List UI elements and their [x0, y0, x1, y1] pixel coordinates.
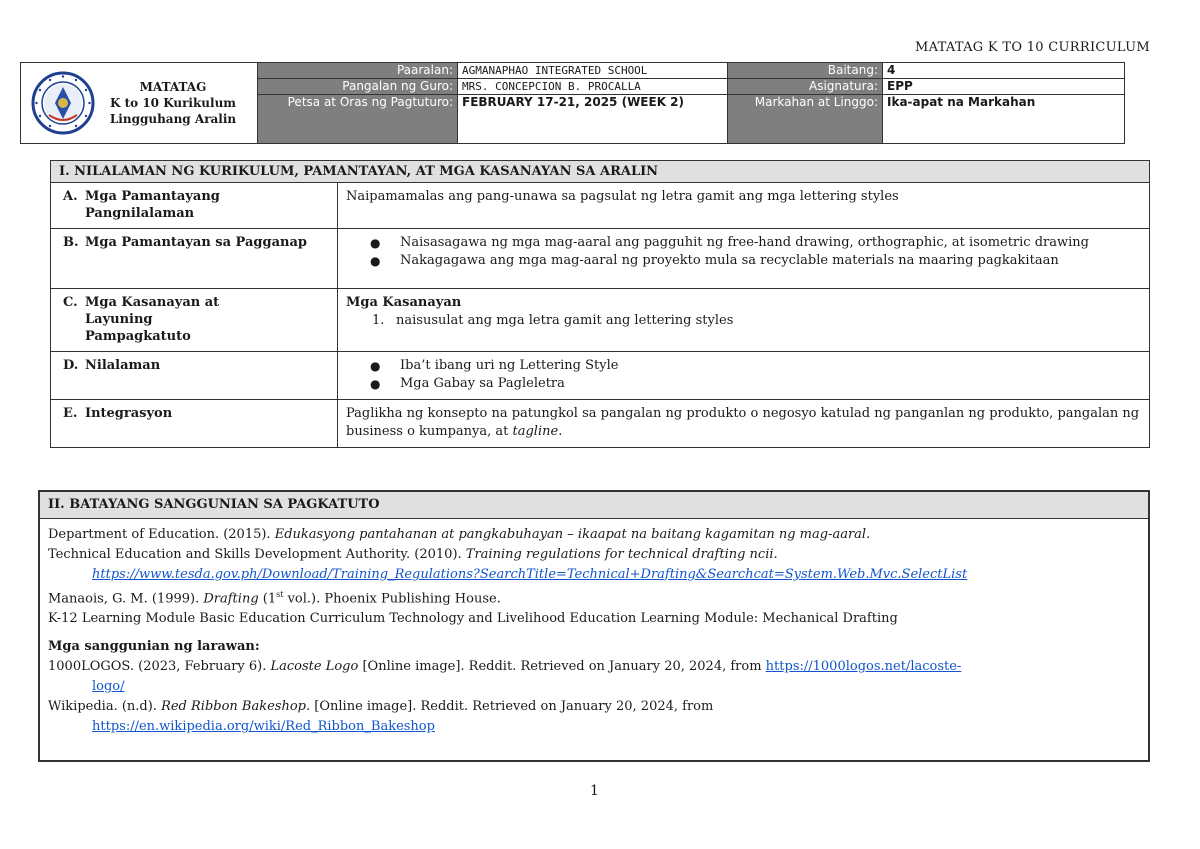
list-item: ● Naisasagawa ng mga mag-aaral ang pagguhit ng free-hand drawing, orthographic, at isometric drawing — [338, 234, 1141, 252]
reference-2: Technical Education and Skills Development Authority. (2010). Training regulations for technical drafting ncii. — [48, 547, 778, 562]
header-branding — [21, 63, 257, 143]
bullet-icon: ● — [370, 236, 381, 250]
petsa-value: FEBRUARY 17-21, 2025 (WEEK 2) — [458, 95, 728, 143]
guro-label: Pangalan ng Guro: — [258, 79, 458, 95]
curriculum-label: MATATAG K TO 10 CURRICULUM — [915, 40, 1150, 55]
image-reference-1-cont — [48, 677, 1140, 697]
table-row — [51, 352, 1150, 400]
guro-value: MRS. CONCEPCION B. PROCALLA — [458, 79, 728, 95]
reference-4: K-12 Learning Module Basic Education Curriculum Technology and Livelihood Education Learning Module: Mechanical Drafting — [48, 611, 898, 627]
row-d-label: Nilalaman — [85, 358, 161, 373]
tesda-link[interactable]: https://www.tesda.gov.ph/Download/Training_Regulations?SearchTitle=Technical+Drafting&Searchcat=System.Web.Mvc.SelectList — [92, 567, 968, 582]
row-b-label: Mga Pamantayan sa Pagganap — [85, 235, 307, 250]
paaralan-value: AGMANAPHAO INTEGRATED SCHOOL — [458, 63, 728, 79]
wikipedia-link[interactable]: https://en.wikipedia.org/wiki/Red_Ribbon_Bakeshop — [92, 719, 435, 735]
row-a-letter: A. — [63, 189, 78, 204]
bullet-icon: ● — [370, 254, 381, 268]
row-c-letter: C. — [63, 295, 78, 310]
reference-1: Department of Education. (2015). Edukasyong pantahanan at pangkabuhayan – ikaapat na baitang kagamitan ng mag-aaral. — [48, 527, 871, 542]
asignatura-label: Asignatura: — [728, 79, 883, 95]
lacoste-link-cont[interactable]: logo/ — [92, 679, 125, 695]
baitang-label: Baitang: — [728, 63, 883, 79]
row-d-value — [338, 352, 1150, 400]
table-row — [51, 400, 1150, 448]
list-item — [346, 312, 1141, 330]
image-reference-2: Wikipedia. (n.d). Red Ribbon Bakeshop. [Online image]. Reddit. Retrieved on January 20, 2024, from — [48, 699, 714, 715]
markahan-label: Markahan at Linggo: — [728, 95, 883, 143]
row-a-label-cell — [51, 183, 338, 229]
section2-title: II. BATAYANG SANGGUNIAN SA PAGKATUTO — [40, 492, 1148, 519]
lacoste-link[interactable]: https://1000logos.net/lacoste- — [765, 659, 962, 675]
reference-2-link-line — [48, 565, 1140, 585]
page-number: 1 — [590, 783, 599, 799]
row-e-label: Integrasyon — [85, 406, 173, 421]
header-title — [95, 79, 257, 127]
baitang-value: 4 — [883, 63, 1124, 79]
petsa-label: Petsa at Oras ng Pagtuturo: — [258, 95, 458, 143]
row-e-letter: E. — [63, 406, 78, 421]
row-b-label-cell — [51, 229, 338, 289]
table-row — [51, 229, 1150, 289]
row-c-item-num: 1. — [372, 313, 385, 328]
header-info-grid — [257, 63, 1124, 143]
row-c-label: Mga Kasanayan at Layuning Pampagkatuto — [85, 295, 220, 344]
row-a-value: Naipamamalas ang pang-unawa sa pagsulat ng letra gamit ang mga lettering styles — [338, 183, 1150, 229]
references-body — [40, 519, 1148, 737]
bullet-icon: ● — [370, 377, 381, 391]
lesson-header — [20, 62, 1125, 144]
list-item: ● Iba’t ibang uri ng Lettering Style — [338, 357, 1141, 375]
deped-seal-icon — [31, 71, 95, 135]
row-b-letter: B. — [63, 235, 79, 250]
title-line-2: K to 10 Kurikulum — [110, 96, 236, 110]
paaralan-label: Paaralan: — [258, 63, 458, 79]
markahan-value: Ika-apat na Markahan — [887, 95, 1036, 109]
row-b-value — [338, 229, 1150, 289]
row-e-value: Paglikha ng konsepto na patungkol sa pangalan ng produkto o negosyo katulad ng panganlan ng produkto, pangalan ng business o kumpanya, at tagline. — [338, 400, 1150, 448]
image-reference-1: 1000LOGOS. (2023, February 6). Lacoste Logo [Online image]. Reddit. Retrieved on January 20, 2024, from https://1000logos.net/lacoste- — [48, 659, 962, 675]
title-line-3: Lingguhang Aralin — [109, 112, 237, 126]
references-section — [38, 490, 1150, 762]
table-row — [51, 183, 1150, 229]
curriculum-content-table — [50, 160, 1150, 448]
asignatura-value: EPP — [883, 79, 1124, 95]
row-c-heading: Mga Kasanayan — [346, 295, 462, 310]
list-item: ● Nakagagawa ang mga mag-aaral ng proyekto mula sa recyclable materials na maaring pagkakitaan — [338, 252, 1141, 270]
table-row — [51, 289, 1150, 352]
section1-title: I. NILALAMAN NG KURIKULUM, PAMANTAYAN, AT MGA KASANAYAN SA ARALIN — [51, 161, 1150, 183]
row-e-label-cell — [51, 400, 338, 448]
list-item: ● Mga Gabay sa Pagleletra — [338, 375, 1141, 393]
image-reference-2-link-line — [48, 717, 1140, 737]
bullet-icon: ● — [370, 359, 381, 373]
row-c-item: naisusulat ang mga letra gamit ang lettering styles — [396, 313, 734, 328]
row-c-label-cell — [51, 289, 338, 352]
row-c-value — [338, 289, 1150, 352]
row-d-letter: D. — [63, 358, 79, 373]
images-heading: Mga sanggunian ng larawan: — [48, 639, 260, 655]
reference-3: Manaois, G. M. (1999). Drafting (1st vol.). Phoenix Publishing House. — [48, 590, 501, 607]
row-d-label-cell — [51, 352, 338, 400]
title-line-1: MATATAG — [139, 80, 207, 94]
row-a-label: Mga Pamantayang Pangnilalaman — [85, 189, 220, 221]
